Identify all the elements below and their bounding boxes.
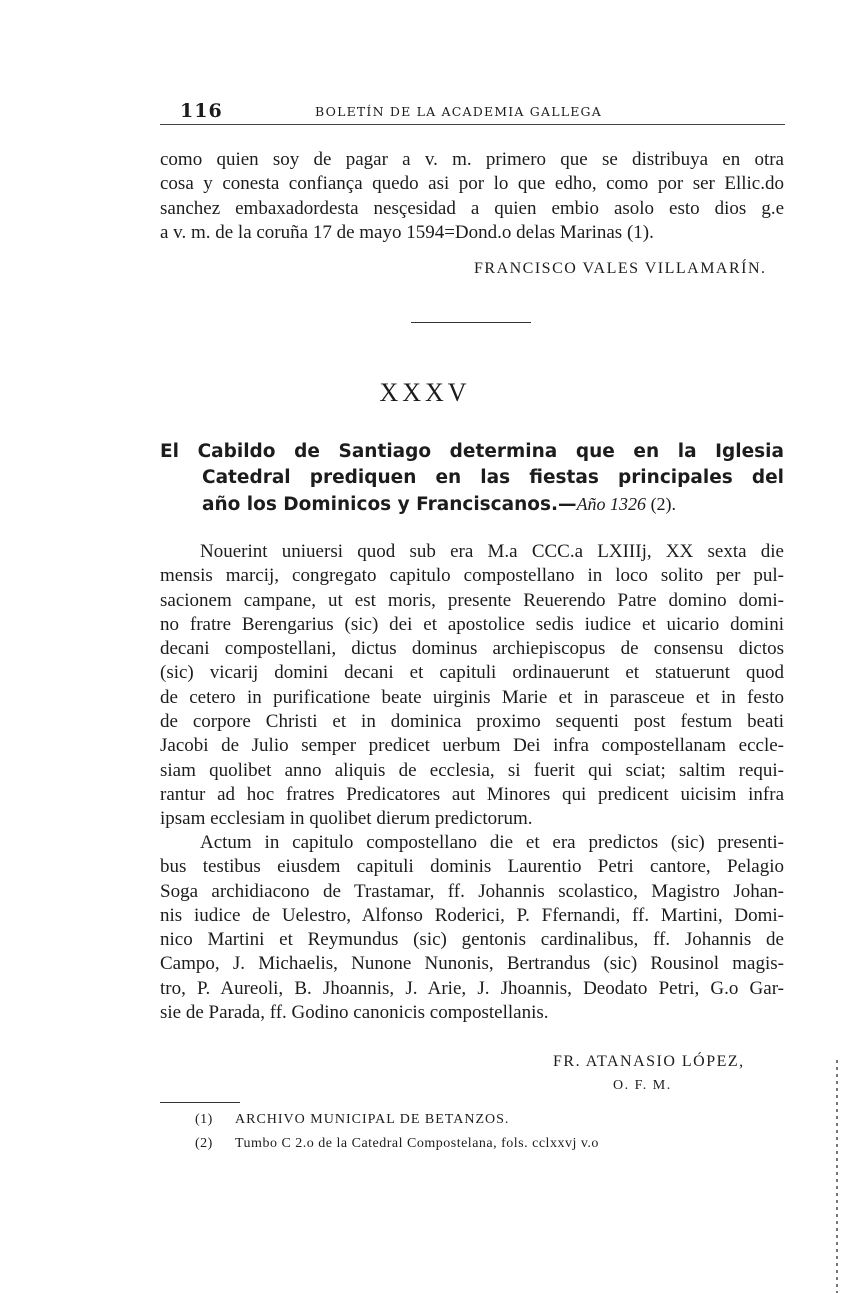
body-line: sie de Parada, ff. Godino canonicis compostellanis. (160, 1002, 549, 1024)
letter-line: como quien soy de pagar a v. m. primero que se distribuya en otra (160, 149, 784, 170)
section-numeral: XXXV (379, 378, 471, 407)
body-line: nis iudice de Uelestro, Alfonso Roderici, P. Ffernandi, ff. Martini, Domi- (160, 904, 784, 926)
footnote-number: (1) (195, 1112, 213, 1127)
running-header (160, 100, 785, 125)
letter-signature: FRANCISCO VALES VILLAMARÍN. (474, 260, 767, 277)
body-line: Actum in capitulo compostellano die et era predictos (sic) presenti- (200, 832, 784, 853)
body-line: Nouerint uniuersi quod sub era M.a CCC.a LXIIIj, XX sexta die (200, 541, 784, 562)
footnote-divider (160, 1102, 240, 1103)
letter-line: a v. m. de la coruña 17 de mayo 1594=Dond.o delas Marinas (1). (160, 221, 654, 243)
body-paragraph-2 (160, 831, 784, 1025)
title-line: Catedral prediquen en las fiestas principales del (202, 467, 784, 488)
title-line-text: año los Dominicos y Franciscanos.— (202, 494, 577, 515)
section-divider (411, 322, 531, 323)
footnote-2 (195, 1136, 599, 1152)
body-line: siam quolibet anno aliquis de ecclesia, si fuerit qui sciat; saltim requi- (160, 759, 784, 781)
page-number: 116 (180, 100, 223, 122)
footnote-text: ARCHIVO MUNICIPAL DE BETANZOS. (235, 1112, 510, 1127)
title-line-last (160, 491, 784, 517)
body-line: rantur ad hoc fratres Predicatores aut Minores qui predicent uicisim infra (160, 783, 784, 805)
body-line: Campo, J. Michaelis, Nunone Nunonis, Bertrandus (sic) Rousinol magis- (160, 953, 784, 975)
footnote-text: Tumbo C 2.o de la Catedral Compostelana, fols. cclxxvj v.o (235, 1136, 599, 1151)
body-paragraph-1 (160, 540, 784, 832)
body-line: Jacobi de Julio semper predicet uerbum Dei infra compostellanam eccle- (160, 735, 784, 757)
letter-closing (160, 148, 784, 245)
body-line: tro, P. Aureoli, B. Jhoannis, J. Arie, J. Jhoannis, Deodato Petri, G.o Gar- (160, 977, 784, 999)
letter-line: sanchez embaxadordesta nesçesidad a quien embio asolo esto dios g.e (160, 197, 784, 219)
body-line: de corpore Christi et in dominica proximo sequenti post festum beati (160, 711, 784, 733)
body-line: ipsam ecclesiam in quolibet dierum predictorum. (160, 808, 533, 830)
body-line: decani compostellani, dictus dominus archiepiscopus de consensu dictos (160, 638, 784, 660)
body-line: bus testibus eiusdem capituli dominis Laurentio Petri cantore, Pelagio (160, 856, 784, 878)
body-line: nico Martini et Reymundus (sic) gentonis cardinalibus, ff. Johannis de (160, 929, 784, 951)
page-edge-artifact (836, 1060, 838, 1293)
title-line: El Cabildo de Santiago determina que en la Iglesia (160, 441, 784, 462)
body-line: de cetero in purificatione beate uirginis Marie et in parasceue et in festo (160, 686, 784, 708)
body-line: no fratre Berengarius (sic) dei et apostolice sedis iudice et uicario domini (160, 613, 784, 635)
title-footnote-ref: (2). (646, 494, 677, 514)
body-line: (sic) vicarij domini decani et capituli ordinauerunt et statuerunt quod (160, 662, 784, 684)
body-line: Soga archidiacono de Trastamar, ff. Johannis scolastico, Magistro Johan- (160, 880, 784, 902)
signoff-order: O. F. M. (613, 1078, 672, 1093)
letter-line: cosa y conesta confiança quedo asi por lo que edho, como por ser Ellic.do (160, 173, 784, 195)
section-title (160, 439, 784, 517)
signoff-name: FR. ATANASIO LÓPEZ, (553, 1053, 745, 1070)
body-line: mensis marcij, congregato capitulo compostellano in loco solito per pul- (160, 565, 784, 587)
title-year: Año 1326 (576, 494, 647, 514)
footnote-number: (2) (195, 1136, 213, 1151)
body-line: sacionem campane, ut est moris, presente Reuerendo Patre domino domi- (160, 589, 784, 611)
running-title: BOLETÍN DE LA ACADEMIA GALLEGA (315, 104, 602, 119)
footnote-1 (195, 1112, 509, 1128)
